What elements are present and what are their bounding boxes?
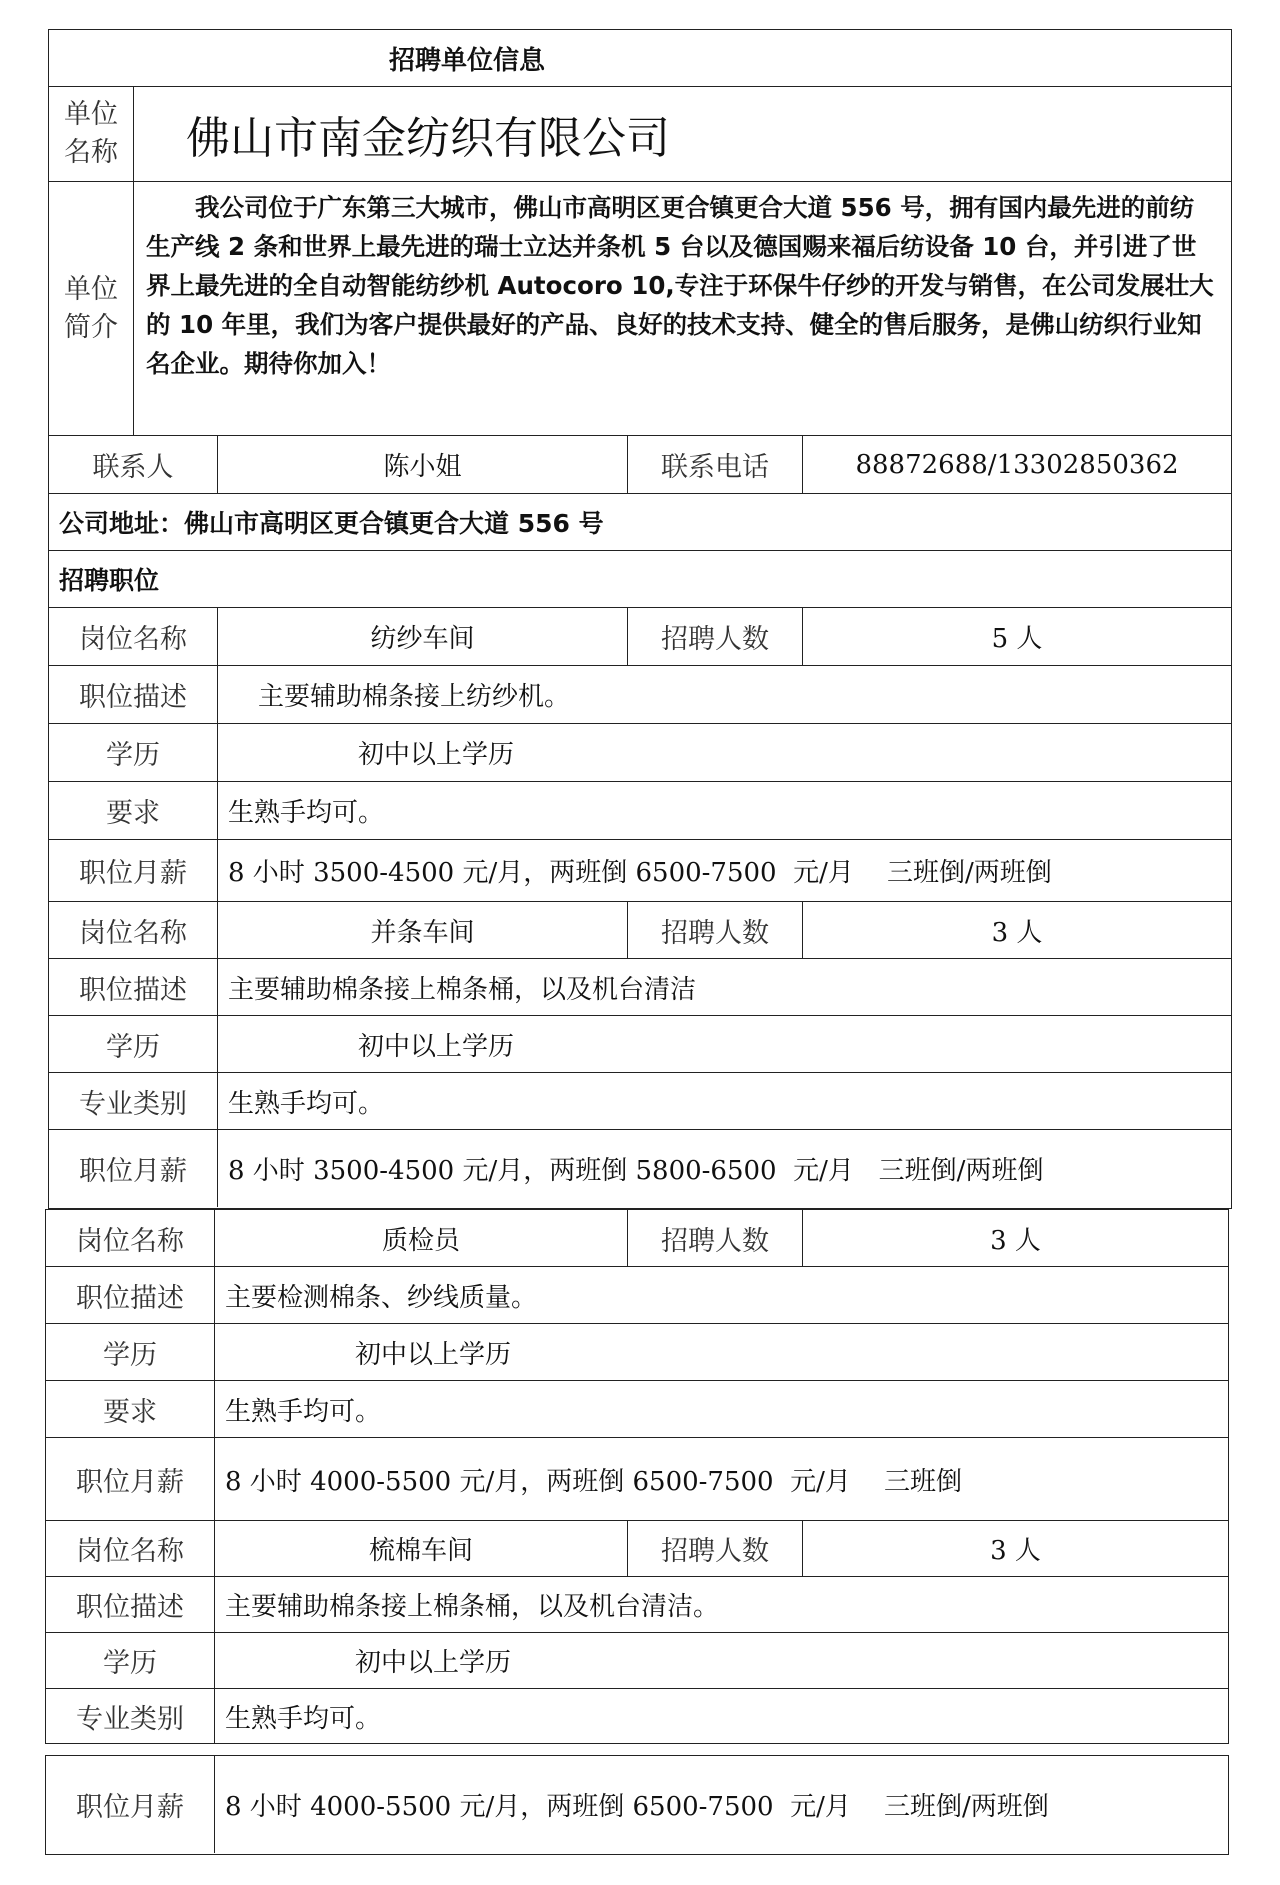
edu-label: 学历 [106,1031,160,1063]
post-desc: 主要辅助棉条接上棉条桶，以及机台清洁。 [214,1577,1228,1632]
contact-person: 陈小姐 [217,436,627,493]
post-name-row [49,608,1231,666]
post-desc-row [46,1267,1228,1324]
post-name: 纺纱车间 [217,608,627,665]
post-count: 3 人 [802,1210,1228,1266]
post-name: 梳棉车间 [214,1521,627,1576]
post-edu: 初中以上学历 [217,1016,1231,1072]
post-salary: 8 小时 3500-4500 元/月，两班倒 5800-6500 元/月 三班倒/两班倒 [217,1130,1231,1207]
post-req: 生熟手均可。 [217,1073,1231,1129]
edu-label: 学历 [106,740,160,771]
post-count: 3 人 [802,1521,1228,1576]
edu-label: 学历 [103,1648,157,1679]
post-req-row [49,1073,1231,1130]
post-name-label: 岗位名称 [76,1536,184,1567]
company-address: 公司地址：佛山市高明区更合镇更合大道 556 号 [59,509,604,538]
post-desc: 主要辅助棉条接上棉条桶，以及机台清洁 [217,959,1231,1015]
company-intro: 我公司位于广东第三大城市，佛山市高明区更合镇更合大道 556 号，拥有国内最先进的前纺生产线 2 条和世界上最先进的瑞士立达并条机 5 台以及德国赐来福后纺设备 10 台，并引进了世界上最先进的全自动智能纺纱机 Autocoro 10,专注于环保牛仔纱的开发与销售，在公司发展壮大的 10 年里，我们为客户提供最好的产品、良好的技术支持、健全的售后服务，是佛山纺织行业知名企业。期待你加入！ [133,182,1231,435]
count-label: 招聘人数 [627,1521,802,1576]
post-name-row [46,1210,1228,1267]
unit-name-label: 单位 名称 [64,99,118,168]
post-edu-row [49,724,1231,782]
post-salary-row [49,1130,1231,1207]
post-req-row [49,782,1231,840]
post-edu: 初中以上学历 [214,1633,1228,1688]
positions-table [45,1209,1229,1744]
positions-title-row [49,551,1231,608]
post-desc: 主要检测棉条、纱线质量。 [214,1267,1228,1323]
salary-table [45,1755,1229,1855]
salary-label: 职位月薪 [76,1792,184,1823]
address-row [49,494,1231,551]
count-label: 招聘人数 [627,608,802,665]
post-edu-row [46,1324,1228,1381]
post-edu: 初中以上学历 [214,1324,1228,1380]
salary-label: 职位月薪 [79,858,187,889]
post-req-row [46,1381,1228,1438]
contact-row [49,436,1231,494]
desc-label: 职位描述 [79,682,187,713]
salary-label: 职位月薪 [79,1156,187,1187]
post-name-label: 岗位名称 [76,1225,184,1257]
positions-title: 招聘职位 [59,566,160,595]
edu-label: 学历 [103,1339,157,1371]
unit-name-row [49,87,1231,182]
desc-label: 职位描述 [76,1282,184,1314]
post-name-row [49,902,1231,959]
post-edu: 初中以上学历 [217,724,1231,781]
post-count: 3 人 [802,902,1231,958]
desc-label: 职位描述 [79,974,187,1006]
post-salary: 8 小时 4000-5500 元/月，两班倒 6500-7500 元/月 三班倒 [214,1438,1228,1520]
header-row [49,30,1231,87]
post-desc: 主要辅助棉条接上纺纱机。 [217,666,1231,723]
post-req-row [46,1689,1228,1743]
post-edu-row [46,1633,1228,1689]
post-req: 生熟手均可。 [214,1689,1228,1743]
company-info-table [48,29,1232,1209]
post-salary: 8 小时 3500-4500 元/月，两班倒 6500-7500 元/月 三班倒/两班倒 [217,840,1231,901]
post-desc-row [49,959,1231,1016]
contact-phone: 88872688/13302850362 [802,436,1231,493]
count-label: 招聘人数 [627,902,802,958]
post-salary-row [49,840,1231,902]
post-desc-row [49,666,1231,724]
desc-label: 职位描述 [76,1592,184,1623]
salary-label: 职位月薪 [76,1466,184,1498]
post-name-label: 岗位名称 [79,917,187,949]
post-salary-row [46,1438,1228,1521]
req-label: 要求 [106,798,160,829]
post-name-row [46,1521,1228,1577]
page-title: 招聘单位信息 [389,45,546,76]
contact-person-label: 联系人 [92,452,174,483]
req-label: 要求 [103,1396,157,1428]
unit-intro-label: 单位 简介 [64,273,118,343]
company-name: 佛山市南金纺织有限公司 [133,87,1231,181]
post-req: 生熟手均可。 [217,782,1231,839]
count-label: 招聘人数 [627,1210,802,1266]
unit-intro-row [49,182,1231,436]
post-desc-row [46,1577,1228,1633]
post-req: 生熟手均可。 [214,1381,1228,1437]
post-name-label: 岗位名称 [79,624,187,655]
post-salary: 8 小时 4000-5500 元/月，两班倒 6500-7500 元/月 三班倒/两班倒 [214,1756,1228,1853]
post-salary-row [46,1756,1228,1853]
contact-phone-label: 联系电话 [627,436,802,493]
req-label: 专业类别 [79,1088,187,1120]
post-name: 质检员 [214,1210,627,1266]
post-edu-row [49,1016,1231,1073]
req-label: 专业类别 [76,1703,184,1735]
post-count: 5 人 [802,608,1231,665]
post-name: 并条车间 [217,902,627,958]
